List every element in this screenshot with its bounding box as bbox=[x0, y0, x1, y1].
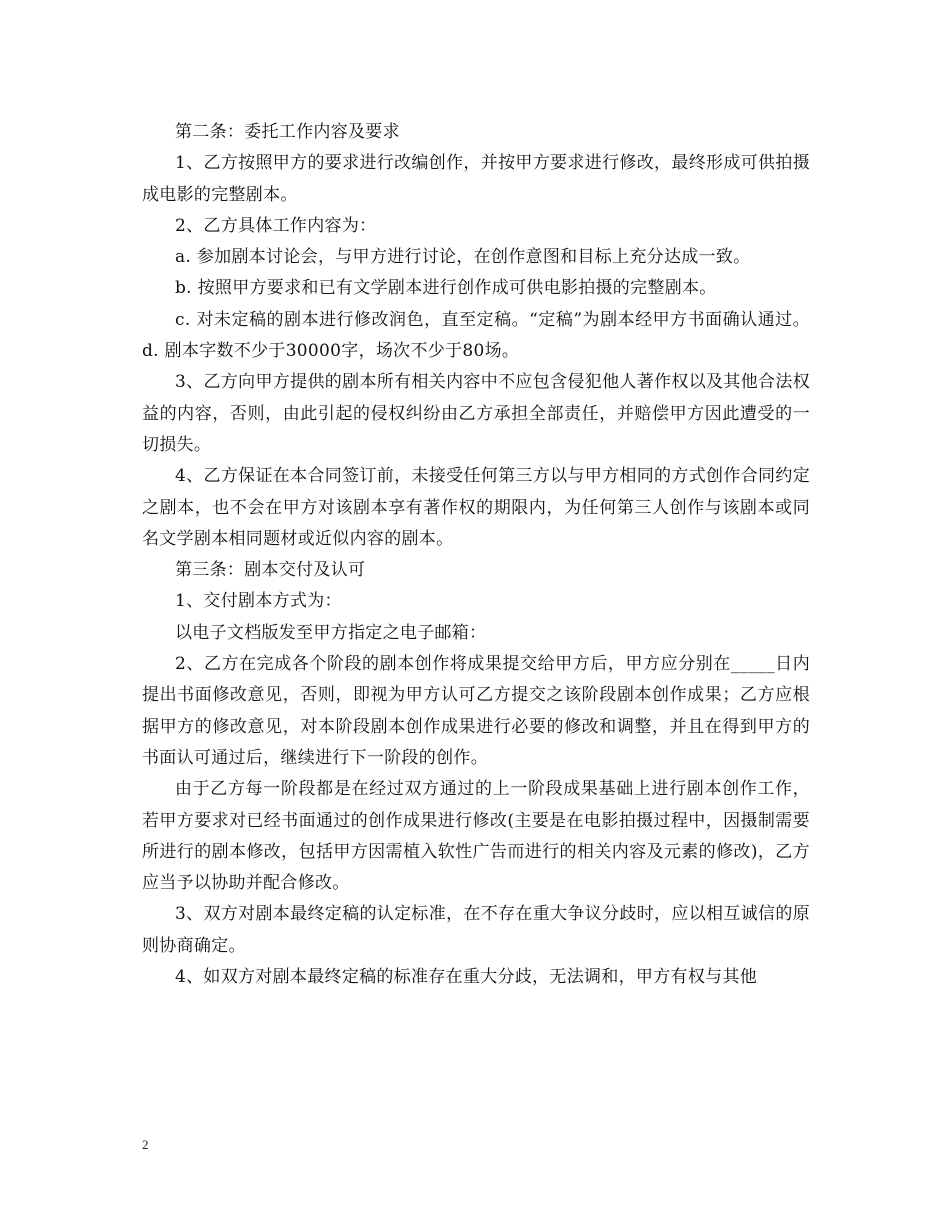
article-3-heading: 第三条：剧本交付及认可 bbox=[175, 560, 366, 581]
article-2-item-b: b. 按照甲方要求和已有文学剧本进行创作成可供电影拍摄的完整剧本。 bbox=[175, 278, 717, 299]
article-3-clause-3: 3、双方对剧本最终定稿的认定标准，在不存在重大争议分歧时，应以相互诚信的原则协商确定。 bbox=[142, 904, 810, 956]
article-3-revision-paragraph: 由于乙方每一阶段都是在经过双方通过的上一阶段成果基础上进行剧本创作工作，若甲方要求对已经书面通过的创作成果进行修改(主要是在电影拍摄过程中，因摄制需要所进行的剧本修改，包括甲方因需植入软性广告而进行的相关内容及元素的修改)，乙方应当予以协助并配合修改。 bbox=[142, 779, 810, 894]
article-2-clause-3: 3、乙方向甲方提供的剧本所有相关内容中不应包含侵犯他人著作权以及其他合法权益的内容，否则，由此引起的侵权纠纷由乙方承担全部责任，并赔偿甲方因此遭受的一切损失。 bbox=[142, 372, 810, 455]
article-2-clause-4: 4、乙方保证在本合同签订前，未接受任何第三方以与甲方相同的方式创作合同约定之剧本，也不会在甲方对该剧本享有著作权的期限内，为任何第三人创作与该剧本或同名文学剧本相同题材或近似内容的剧本。 bbox=[142, 466, 810, 549]
article-3-clause-1: 1、交付剧本方式为： bbox=[175, 591, 342, 612]
article-2-item-c-d: c. 对未定稿的剧本进行修改润色，直至定稿。“定稿”为剧本经甲方书面确认通过。 d. 剧本字数不少于30000字，场次不少于80场。 bbox=[142, 309, 810, 362]
article-3-clause-4: 4、如双方对剧本最终定稿的标准存在重大分歧，无法调和，甲方有权与其他 bbox=[175, 967, 758, 988]
article-2-clause-2: 2、乙方具体工作内容为： bbox=[175, 215, 377, 236]
page-number: 2 bbox=[142, 1137, 149, 1152]
article-2-heading: 第二条：委托工作内容及要求 bbox=[175, 122, 400, 142]
article-3-delivery-method: 以电子文档版发至甲方指定之电子邮箱： bbox=[175, 622, 487, 643]
article-2-item-a: a. 参加剧本讨论会，与甲方进行讨论，在创作意图和目标上充分达成一致。 bbox=[175, 247, 751, 268]
article-3-clause-2: 2、乙方在完成各个阶段的剧本创作将成果提交给甲方后，甲方应分别在_____日内提出书面修改意见，否则，即视为甲方认可乙方提交之该阶段剧本创作成果；乙方应根据甲方的修改意见，对本阶段剧本创作成果进行必要的修改和调整，并且在得到甲方的书面认可通过后，继续进行下一阶段的创作。 bbox=[142, 654, 810, 768]
article-2-clause-1: 1、乙方按照甲方的要求进行改编创作，并按甲方要求进行修改，最终形成可供拍摄成电影的完整剧本。 bbox=[142, 153, 810, 205]
document-body bbox=[142, 117, 810, 993]
